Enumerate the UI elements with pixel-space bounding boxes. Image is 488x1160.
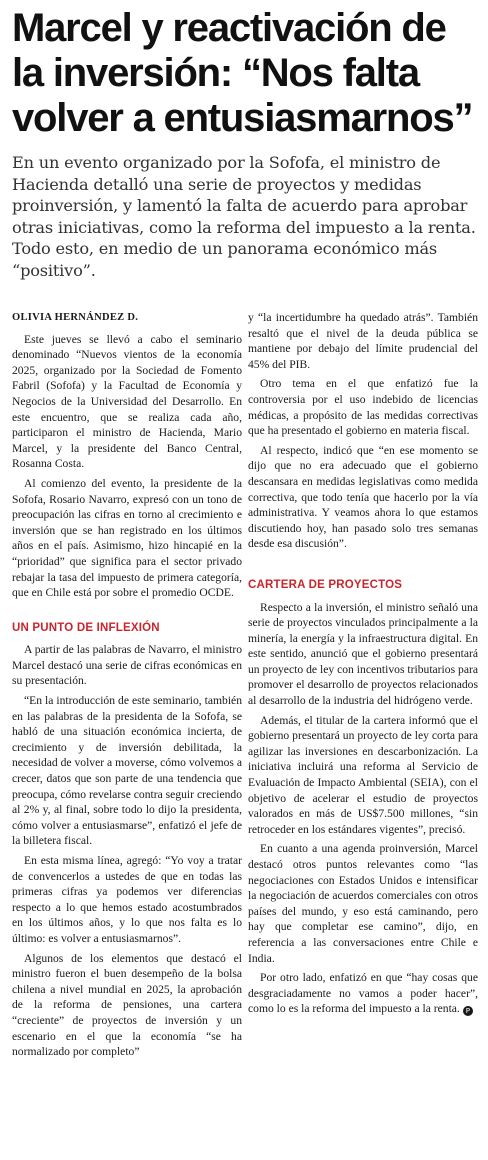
right-column bbox=[248, 310, 478, 1064]
lede-paragraph: En un evento organizado por la Sofofa, el ministro de Hacienda detalló una serie de proyectos y medidas proinversión, y lamentó la falta de acuerdo para aprobar otras iniciativas, como la reforma del impuesto a la renta. Todo esto, en medio de un panorama económico más “positivo”. bbox=[12, 153, 476, 280]
left-column bbox=[12, 310, 242, 1064]
final-paragraph-text: Por otro lado, enfatizó en que “hay cosas que desgraciadamente no vamos a poder hacer”, como lo es la reforma del impuesto a la renta. bbox=[248, 971, 478, 1016]
body-paragraph: Otro tema en el que enfatizó fue la controversia por el uso indebido de licencias médicas, a propósito de las medidas correctivas que ha presentado el gobierno en materia fiscal. bbox=[248, 377, 478, 438]
subhead-punto-inflexion: UN PUNTO DE INFLEXIÓN bbox=[12, 621, 160, 634]
article-body bbox=[12, 310, 478, 1064]
subhead-cartera-proyectos: CARTERA DE PROYECTOS bbox=[248, 578, 403, 591]
body-paragraph: “En la introducción de este seminario, también en las palabras de la presidenta de la Sofofa, se habló de una situación económica incierta, de crecimiento y de inversión debilitada, la necesidad de volver a moverse, cómo volvemos a crecer, datos que son parte de una tendencia que preocupa, cómo revelarse contra seguir creciendo al 2% y, al final, sobre todo lo dijo la presidenta, cómo volver a entusiasmarse”, enfatizó el jefe de la billetera fiscal. bbox=[12, 694, 242, 848]
body-paragraph: A partir de las palabras de Navarro, el ministro Marcel destacó una serie de cifras económicas en su presentación. bbox=[12, 643, 242, 688]
body-paragraph: Al comienzo del evento, la presidente de la Sofofa, Rosario Navarro, expresó con un tono de preocupación las cifras en torno al crecimiento e inversión que se han registrado en los últimos años en el país. Asimismo, hizo hincapié en la “prioridad” que significa para el sector privado rebajar la tasa del impuesto de primera categoría, que en Chile está por sobre el promedio OCDE. bbox=[12, 476, 242, 600]
headline: Marcel y reactivación de la inversión: “Nos falta volver a entusiasmarnos” bbox=[12, 6, 473, 140]
byline: OLIVIA HERNÁNDEZ D. bbox=[12, 312, 139, 323]
end-of-article-icon: P bbox=[463, 1006, 473, 1016]
body-paragraph: En esta misma línea, agregó: “Yo voy a tratar de convencerlos a ustedes de que en todas las primeras cifras ya podemos ver diferencias respecto a lo que hemos estado acostumbrados en los últimos años, y lo que nos falta es lo último: es volver a entusiasmarnos”. bbox=[12, 854, 242, 945]
body-paragraph: y “la incertidumbre ha quedado atrás”. También resaltó que el nivel de la deuda pública se mantiene por debajo del límite prudencial del 45% del PIB. bbox=[248, 311, 478, 371]
body-paragraph-final bbox=[248, 970, 478, 1017]
body-paragraph: Además, el titular de la cartera informó que el gobierno presentará un proyecto de ley corta para agilizar las inversiones en descarbonización. La iniciativa incluirá una reforma al Servicio de Evaluación de Impacto Ambiental (SEIA), con el objetivo de acelerar el estudio de proyectos valorados en más de US$7.500 millones, “sin retroceder en los estándares vigentes”, precisó. bbox=[248, 713, 478, 836]
body-paragraph: Este jueves se llevó a cabo el seminario denominado “Nuevos vientos de la economía 2025, organizado por la Sociedad de Fomento Fabril (Sofofa) y la Facultad de Economía y Negocios de la Universidad del Desarrollo. En este encuentro, que se realiza cada año, participaron el ministro de Hacienda, Mario Marcel, y la presidente del Banco Central, Rosanna Costa. bbox=[12, 332, 242, 471]
body-paragraph: Algunos de los elementos que destacó el ministro fueron el buen desempeño de la bolsa chilena a nivel mundial en 2025, la aprobación de la reforma de pensiones, una cartera “creciente” de proyectos de inversión y un escenario en el que la economía “se ha normalizado por completo” bbox=[12, 951, 242, 1059]
body-paragraph: Respecto a la inversión, el ministro señaló una serie de proyectos vinculados principalmente a la minería, la energía y la infraestructura digital. En este sentido, anunció que el gobierno presentará un proyecto de ley con incentivos tributarios para promover el desarrollo de proyectos relacionados al desarrollo de la industria del hidrógeno verde. bbox=[248, 600, 478, 708]
body-paragraph: En cuanto a una agenda proinversión, Marcel destacó otros puntos relevantes como “las negociaciones con Estados Unidos e intensificar la negociación de acuerdos comerciales con otros países del mundo, y eso está caminando, pero hay que completar ese camino”, dijo, en referencia a las conversaciones entre Chile e India. bbox=[248, 842, 478, 965]
body-paragraph: Al respecto, indicó que “en ese momento se dijo que no era adecuado que el gobierno descansara en medidas legislativas como medida correctiva, que todo tenía que hacerlo por la vía administrativa. Y veamos ahora lo que estamos discutiendo hoy, han pasado solo tres semanas desde esa discusión”. bbox=[248, 443, 478, 551]
